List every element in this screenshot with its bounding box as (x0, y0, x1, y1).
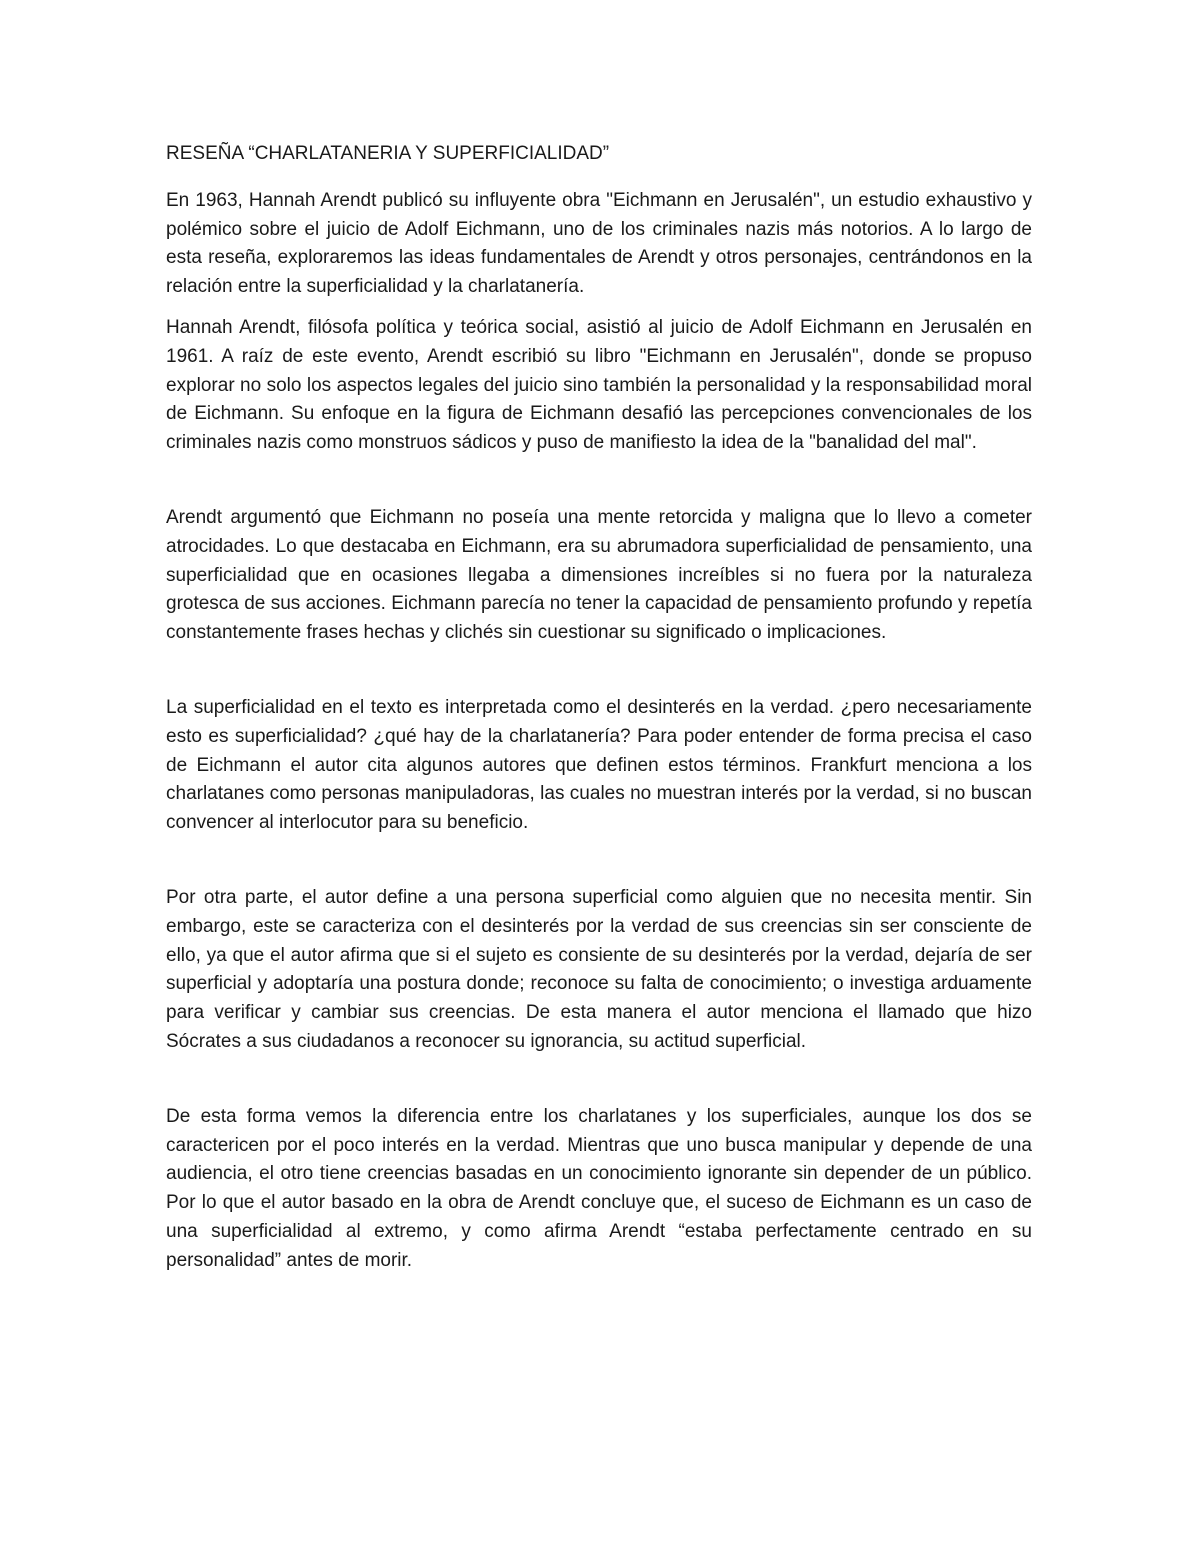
document-body (166, 140, 1032, 1276)
paragraph-intro: En 1963, Hannah Arendt publicó su influyente obra "Eichmann en Jerusalén", un estudio exhaustivo y polémico sobre el juicio de Adolf Eichmann, uno de los criminales nazis más notorios. A lo largo de esta reseña, exploraremos las ideas fundamentales de Arendt y otros personajes, centrándonos en la relación entre la superficialidad y la charlatanería. (166, 189, 1032, 298)
paragraph-conclusion: De esta forma vemos la diferencia entre los charlatanes y los superficiales, aunque los dos se caractericen por el poco interés en la verdad. Mientras que uno busca manipular y depende de una audiencia, el otro tiene creencias basadas en un conocimiento ignorante sin depender de un público. Por lo que el autor basado en la obra de Arendt concluye que, el suceso de Eichmann es un caso de una superficialidad al extremo, y como afirma Arendt “estaba perfectamente centrado en su personalidad” antes de morir. (166, 1105, 1032, 1271)
paragraph-superficiality: Arendt argumentó que Eichmann no poseía una mente retorcida y maligna que lo llevo a cometer atrocidades. Lo que destacaba en Eichmann, era su abrumadora superficialidad de pensamiento, una superficialidad que en ocasiones llegaba a dimensiones increíbles si no fuera por la naturaleza grotesca de sus acciones. Eichmann parecía no tener la capacidad de pensamiento profundo y repetía constantemente frases hechas y clichés sin cuestionar su significado o implicaciones. (166, 506, 1032, 644)
paragraph-superficial-person: Por otra parte, el autor define a una persona superficial como alguien que no necesita mentir. Sin embargo, este se caracteriza con el desinterés por la verdad de sus creencias sin ser consciente de ello, ya que el autor afirma que si el sujeto es consiente de su desinterés por la verdad, dejaría de ser superficial y adoptaría una postura donde; reconoce su falta de conocimiento; o investiga arduamente para verificar y cambiar sus creencias. De esta manera el autor menciona el llamado que hizo Sócrates a sus ciudadanos a reconocer su ignorancia, su actitud superficial. (166, 886, 1032, 1052)
paragraph-arendt-trial: Hannah Arendt, filósofa política y teórica social, asistió al juicio de Adolf Eichmann en Jerusalén en 1961. A raíz de este evento, Arendt escribió su libro "Eichmann en Jerusalén", donde se propuso explorar no solo los aspectos legales del juicio sino también la personalidad y la responsabilidad moral de Eichmann. Su enfoque en la figura de Eichmann desafió las percepciones convencionales de los criminales nazis como monstruos sádicos y puso de manifiesto la idea de la "banalidad del mal". (166, 316, 1032, 454)
paragraph-charlatanism: La superficialidad en el texto es interpretada como el desinterés en la verdad. ¿pero necesariamente esto es superficialidad? ¿qué hay de la charlatanería? Para poder entender de forma precisa el caso de Eichmann el autor cita algunos autores que definen estos términos. Frankfurt menciona a los charlatanes como personas manipuladoras, las cuales no muestran interés por la verdad, si no buscan convencer al interlocutor para su beneficio. (166, 696, 1032, 834)
document-title: RESEÑA “CHARLATANERIA Y SUPERFICIALIDAD” (166, 143, 610, 164)
